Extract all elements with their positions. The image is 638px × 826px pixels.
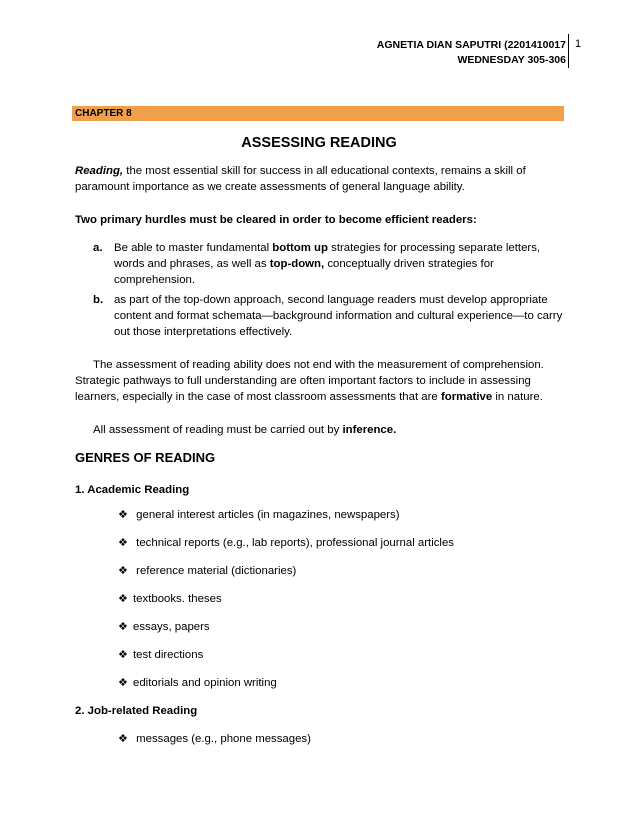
list-item-text: editorials and opinion writing [133, 677, 277, 689]
list-item [118, 619, 210, 635]
list-item [118, 563, 296, 579]
paragraph-text: The assessment of reading ability does not end with the measurement of comprehension. Strategic pathways to full understanding are often important factors to include in assessing learners, especially in the case of most classroom assessments that are [75, 359, 544, 403]
list-item-text: essays, papers [133, 621, 210, 633]
hurdle-text: as part of the top-down approach, second language readers must develop appropriate content and format schemata—background information and cultural experience—to carry out those interpretations effectively. [114, 294, 563, 338]
page-header [377, 38, 566, 68]
hurdle-text-part: strategies for processing separate letters, words and phrases, as well as [114, 242, 541, 270]
list-item [118, 731, 311, 747]
list-item-text: textbooks. theses [133, 593, 222, 605]
job-reading-heading: 2. Job-related Reading [75, 705, 198, 717]
hurdle-bold-term: bottom up [272, 242, 328, 254]
intro-text: the most essential skill for success in all educational contexts, remains a skill of paramount importance as we create assessments of general language ability. [75, 165, 526, 193]
header-name-line: AGNETIA DIAN SAPUTRI (2201410017 [376, 39, 566, 51]
diamond-bullet-icon: ❖ [118, 649, 128, 661]
page-title: ASSESSING READING [241, 135, 397, 151]
hurdle-text-part: conceptually driven strategies for comprehension. [114, 258, 494, 286]
paragraph-bold-term: formative [440, 391, 493, 403]
list-marker: a. [93, 242, 103, 254]
diamond-bullet-icon: ❖ [118, 537, 128, 549]
intro-paragraph [75, 163, 565, 195]
diamond-bullet-icon: ❖ [118, 565, 128, 577]
list-item-text: technical reports (e.g., lab reports), professional journal articles [133, 537, 454, 549]
assessment-paragraph [75, 357, 565, 405]
paragraph-bold-term: inference. [342, 424, 397, 436]
academic-reading-heading: 1. Academic Reading [75, 484, 190, 496]
list-item [118, 535, 454, 551]
hurdle-item [93, 240, 563, 288]
inference-paragraph [75, 422, 565, 438]
list-item [118, 507, 400, 523]
hurdle-item [93, 292, 563, 340]
list-item-text: reference material (dictionaries) [133, 565, 297, 577]
diamond-bullet-icon: ❖ [118, 593, 128, 605]
list-item [118, 591, 222, 607]
list-item-text: test directions [133, 649, 204, 661]
diamond-bullet-icon: ❖ [118, 621, 128, 633]
diamond-bullet-icon: ❖ [118, 677, 128, 689]
diamond-bullet-icon: ❖ [118, 509, 128, 521]
list-item-text: messages (e.g., phone messages) [133, 733, 311, 745]
list-item [118, 675, 277, 691]
header-day-line: WEDNESDAY 305-306 [457, 54, 566, 66]
hurdle-text-part: Be able to master fundamental [114, 242, 273, 254]
hurdle-bold-term: top-down, [269, 258, 325, 270]
hurdle-text [114, 240, 563, 288]
list-item-text: general interest articles (in magazines, newspapers) [133, 509, 400, 521]
genres-heading: GENRES OF READING [75, 450, 216, 465]
intro-term: Reading, [75, 165, 124, 177]
list-marker: b. [93, 294, 104, 306]
page-number: 1 [575, 38, 582, 50]
chapter-label: CHAPTER 8 [75, 108, 132, 119]
chapter-banner [72, 106, 564, 121]
hurdles-heading: Two primary hurdles must be cleared in order to become efficient readers: [75, 214, 477, 226]
paragraph-text: All assessment of reading must be carried out by [93, 424, 343, 436]
list-item [118, 647, 203, 663]
diamond-bullet-icon: ❖ [118, 733, 128, 745]
paragraph-text: in nature. [492, 391, 543, 403]
header-divider [568, 34, 569, 68]
